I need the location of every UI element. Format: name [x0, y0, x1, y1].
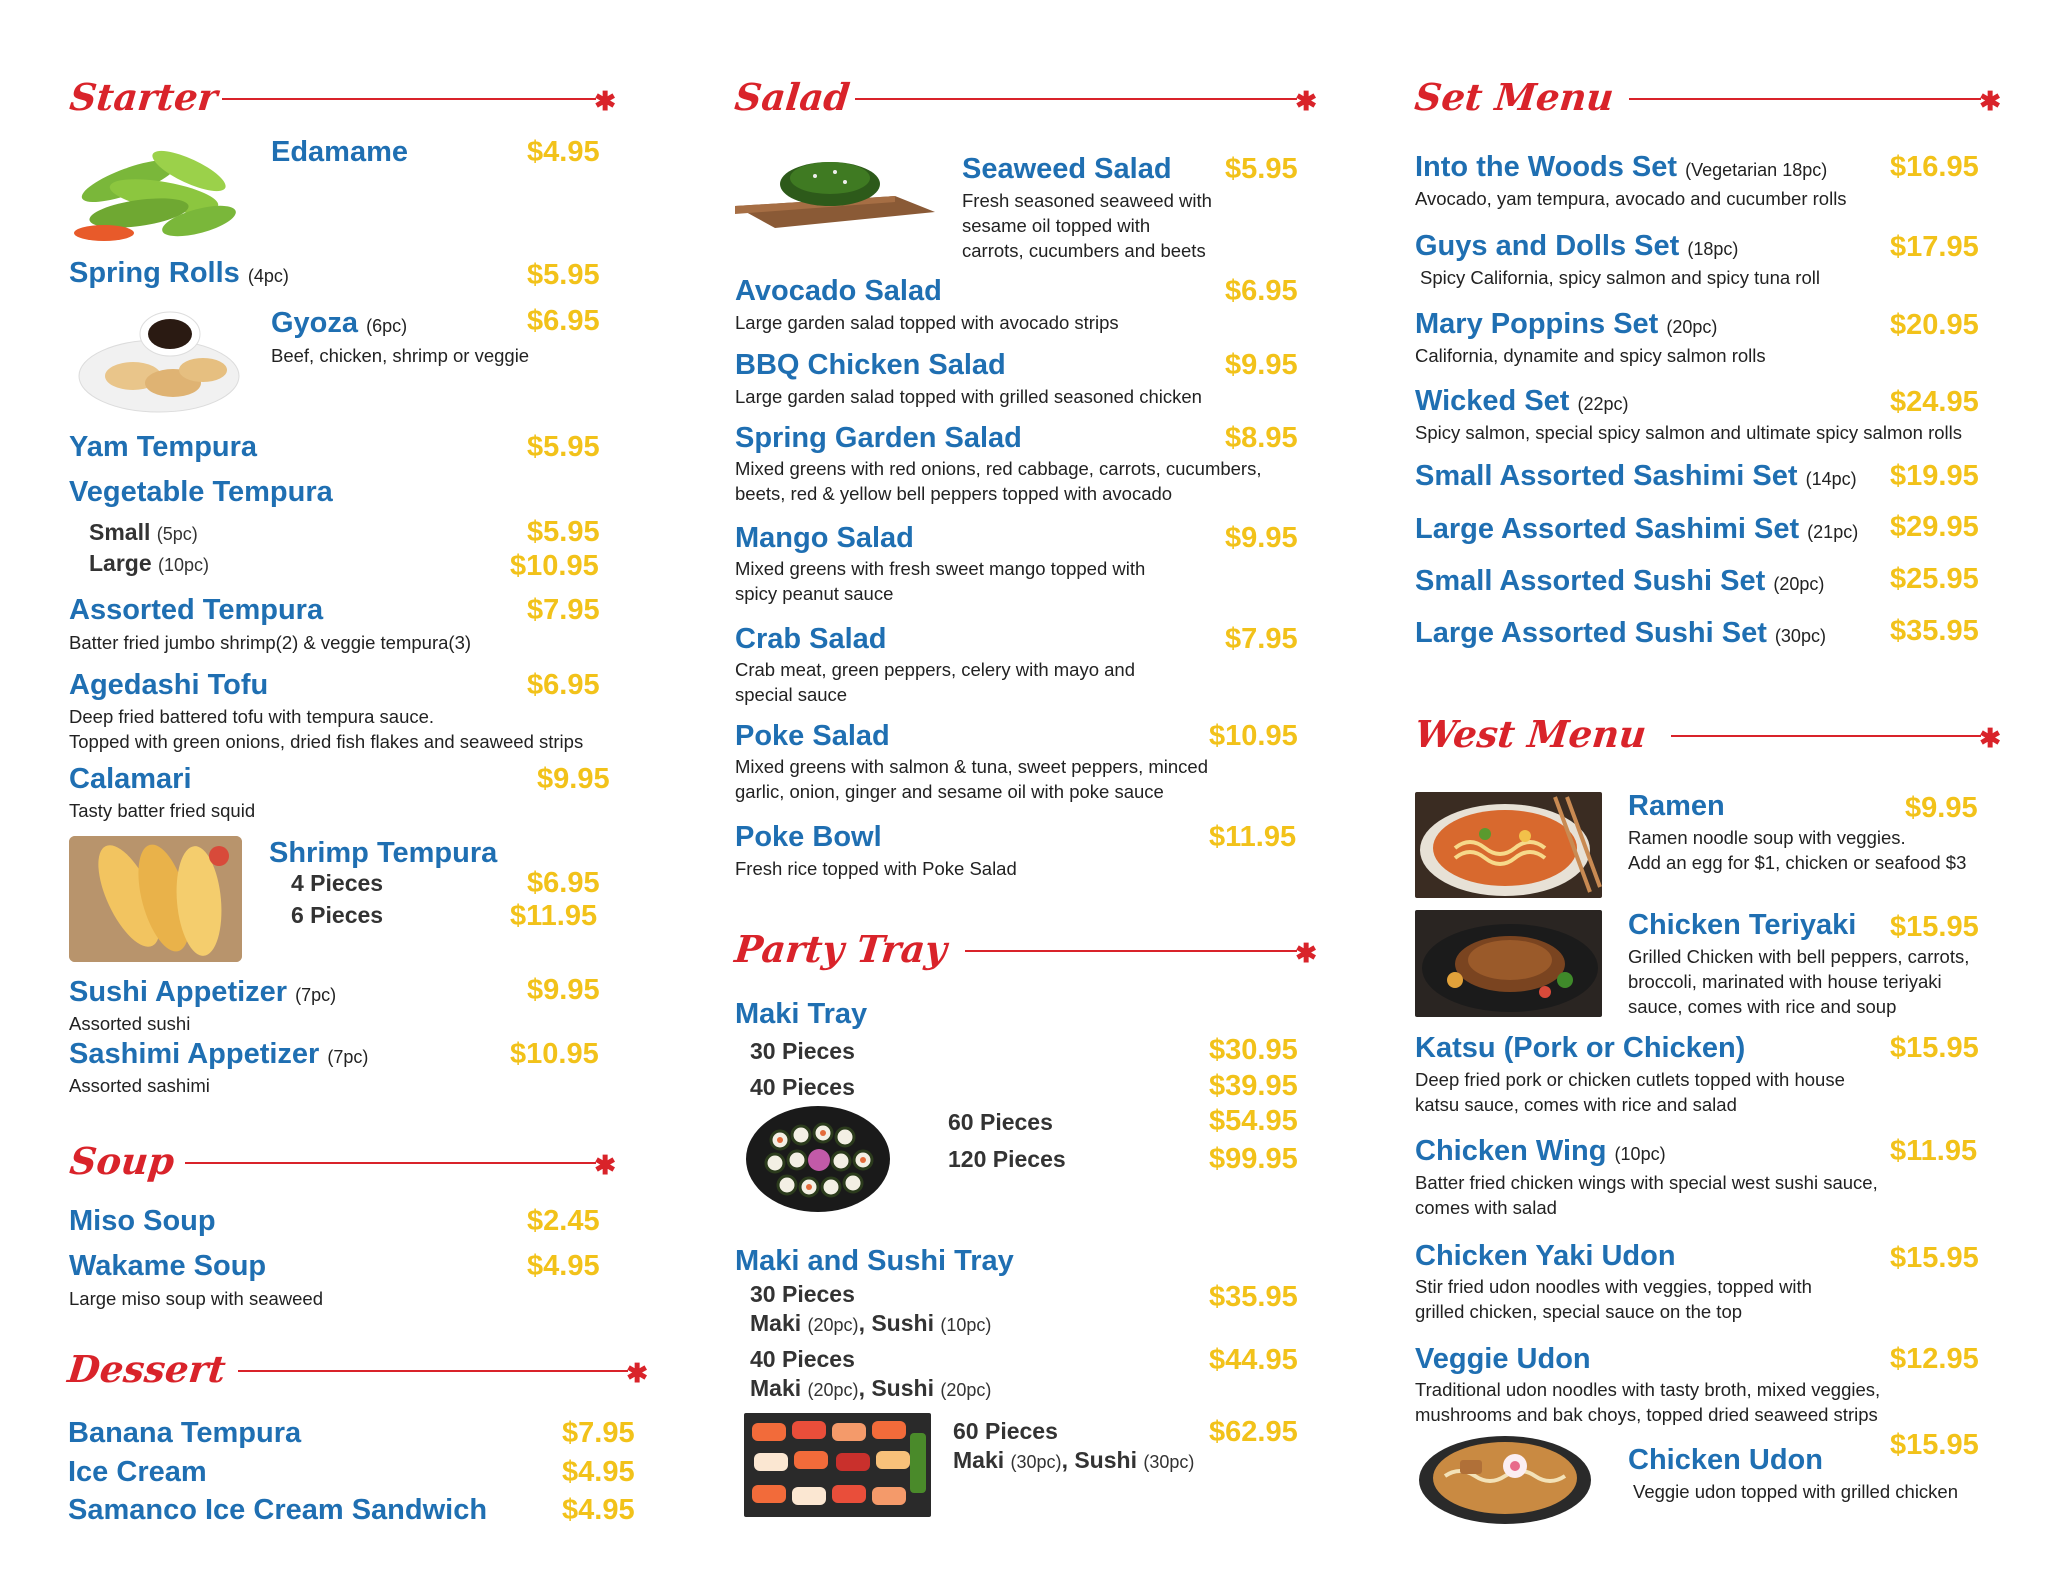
desc-into-the-woods-set: Avocado, yam tempura, avocado and cucumber rolls: [1415, 188, 1847, 209]
price-poke-salad: $10.95: [1209, 720, 1298, 752]
option-6-pieces: 6 Pieces: [291, 902, 384, 928]
item-crab-salad: Crab Salad: [735, 623, 887, 655]
section-divider: [185, 1162, 596, 1164]
desc-bbq-chicken-salad: Large garden salad topped with grilled seasoned chicken: [735, 386, 1202, 407]
section-divider: [965, 950, 1297, 952]
desc-sushi-appetizer: Assorted sushi: [69, 1013, 191, 1034]
price-wakame-soup: $4.95: [527, 1250, 600, 1282]
item-spring-rolls: Spring Rolls (4pc): [69, 257, 289, 289]
desc-wakame-soup: Large miso soup with seaweed: [69, 1288, 324, 1309]
price-spring-rolls: $5.95: [527, 259, 600, 291]
price-small-sushi-set: $25.95: [1890, 563, 1979, 595]
item-chicken-yaki-udon: Chicken Yaki Udon: [1415, 1240, 1676, 1272]
price-maki-30: $30.95: [1209, 1034, 1298, 1066]
sushi-tray-photo: [744, 1413, 931, 1517]
desc-agedashi-tofu: Deep fried battered tofu with tempura sauce. Topped with green onions, dried fish flakes and seaweed strips: [69, 706, 584, 752]
desc-guys-and-dolls-set: Spicy California, spicy salmon and spicy tuna roll: [1420, 267, 1820, 288]
desc-assorted-tempura: Batter fried jumbo shrimp(2) & veggie tempura(3): [69, 632, 472, 653]
desc-chicken-teriyaki: Grilled Chicken with bell peppers, carrots, broccoli, marinated with house teriyaki sauce, comes with rice and soup: [1628, 946, 1970, 1017]
price-small-sashimi-set: $19.95: [1890, 460, 1979, 492]
item-shrimp-tempura: Shrimp Tempura: [269, 837, 498, 869]
item-bbq-chicken-salad: BBQ Chicken Salad: [735, 349, 1006, 381]
section-header-starter: [67, 74, 616, 120]
star-icon: ✱: [1295, 86, 1317, 116]
desc-gyoza: Beef, chicken, shrimp or veggie: [271, 345, 530, 366]
price-katsu: $15.95: [1890, 1032, 1979, 1064]
desc-crab-salad: Crab meat, green peppers, celery with mayo and special sauce: [735, 659, 1136, 705]
chicken-udon-photo: [1415, 1432, 1601, 1527]
option-maki-40: 40 Pieces: [750, 1074, 855, 1100]
option-4-pieces: 4 Pieces: [291, 870, 384, 896]
option-small: Small (5pc): [89, 519, 198, 545]
item-wakame-soup: Wakame Soup: [69, 1250, 267, 1282]
desc-avocado-salad: Large garden salad topped with avocado strips: [735, 312, 1119, 333]
desc-mary-poppins-set: California, dynamite and spicy salmon rolls: [1415, 345, 1766, 366]
price-edamame: $4.95: [527, 136, 600, 168]
detail-ms-40: Maki (20pc), Sushi (20pc): [750, 1375, 992, 1401]
item-veggie-udon: Veggie Udon: [1415, 1343, 1591, 1375]
desc-seaweed-salad: Fresh seasoned seaweed with sesame oil topped with carrots, cucumbers and beets: [962, 190, 1212, 261]
price-maki-60: $54.95: [1209, 1105, 1298, 1137]
price-chicken-yaki-udon: $15.95: [1890, 1242, 1979, 1274]
section-header-set-menu: [1412, 74, 2001, 120]
price-ms-40: $44.95: [1209, 1344, 1298, 1376]
price-sushi-appetizer: $9.95: [527, 974, 600, 1006]
price-maki-120: $99.95: [1209, 1143, 1298, 1175]
price-ramen: $9.95: [1905, 792, 1978, 824]
section-divider: [855, 98, 1297, 100]
desc-calamari: Tasty batter fried squid: [69, 800, 256, 821]
star-icon: ✱: [1979, 723, 2001, 753]
section-header-salad: [732, 74, 1317, 120]
desc-chicken-yaki-udon: Stir fried udon noodles with veggies, topped with grilled chicken, special sauce on the top: [1415, 1276, 1812, 1322]
item-ice-cream: Ice Cream: [68, 1456, 207, 1488]
price-poke-bowl: $11.95: [1209, 821, 1297, 853]
item-mary-poppins-set: Mary Poppins Set (20pc): [1415, 308, 1718, 340]
price-yam-tempura: $5.95: [527, 431, 600, 463]
item-wicked-set: Wicked Set (22pc): [1415, 385, 1629, 417]
section-title-salad: Salad: [732, 75, 852, 119]
item-mango-salad: Mango Salad: [735, 522, 914, 554]
price-gyoza: $6.95: [527, 305, 600, 337]
section-title-party-tray: Party Tray: [732, 927, 949, 971]
item-maki-sushi-tray: Maki and Sushi Tray: [735, 1245, 1014, 1277]
item-large-sushi-set: Large Assorted Sushi Set (30pc): [1415, 617, 1826, 649]
price-large-sushi-set: $35.95: [1890, 615, 1979, 647]
price-calamari: $9.95: [537, 763, 610, 795]
price-wicked-set: $24.95: [1890, 386, 1979, 418]
section-header-soup: [67, 1138, 616, 1184]
desc-ramen: Ramen noodle soup with veggies. Add an egg for $1, chicken or seafood $3: [1628, 827, 1967, 873]
item-spring-garden-salad: Spring Garden Salad: [735, 422, 1022, 454]
price-bbq-chicken-salad: $9.95: [1225, 349, 1298, 381]
desc-chicken-wing: Batter fried chicken wings with special west sushi sauce, comes with salad: [1415, 1172, 1878, 1218]
section-title-west-menu: West Menu: [1412, 712, 1649, 756]
item-maki-tray: Maki Tray: [735, 998, 868, 1030]
desc-sashimi-appetizer: Assorted sashimi: [69, 1075, 210, 1096]
desc-katsu: Deep fried pork or chicken cutlets topped with house katsu sauce, comes with rice and salad: [1415, 1069, 1845, 1115]
desc-wicked-set: Spicy salmon, special spicy salmon and ultimate spicy salmon rolls: [1415, 422, 1962, 443]
item-banana-tempura: Banana Tempura: [68, 1417, 302, 1449]
gyoza-photo: [78, 298, 240, 414]
star-icon: ✱: [594, 86, 616, 116]
desc-poke-salad: Mixed greens with salmon & tuna, sweet peppers, minced garlic, onion, ginger and sesame oil with poke sauce: [735, 756, 1209, 802]
price-crab-salad: $7.95: [1225, 623, 1298, 655]
item-ice-cream-sandwich: Samanco Ice Cream Sandwich: [68, 1494, 488, 1526]
item-chicken-wing: Chicken Wing (10pc): [1415, 1135, 1666, 1167]
item-agedashi-tofu: Agedashi Tofu: [69, 669, 269, 701]
option-large: Large (10pc): [89, 550, 210, 576]
price-vegetable-large: $10.95: [510, 550, 599, 582]
item-sashimi-appetizer: Sashimi Appetizer (7pc): [69, 1038, 369, 1070]
price-maki-40: $39.95: [1209, 1070, 1298, 1102]
star-icon: ✱: [594, 1150, 616, 1180]
shrimp-tempura-photo: [69, 836, 242, 962]
section-title-dessert: Dessert: [65, 1347, 228, 1391]
item-gyoza: Gyoza (6pc): [271, 307, 408, 339]
price-shrimp-4: $6.95: [527, 867, 600, 899]
star-icon: ✱: [626, 1358, 648, 1388]
item-vegetable-tempura: Vegetable Tempura: [69, 476, 333, 508]
option-ms-60: 60 Pieces: [953, 1418, 1058, 1444]
option-ms-40: 40 Pieces: [750, 1346, 855, 1372]
item-miso-soup: Miso Soup: [69, 1205, 216, 1237]
item-edamame: Edamame: [271, 136, 409, 168]
section-header-dessert: [65, 1346, 648, 1392]
item-small-sushi-set: Small Assorted Sushi Set (20pc): [1415, 565, 1825, 597]
item-katsu: Katsu (Pork or Chicken): [1415, 1032, 1746, 1064]
item-small-sashimi-set: Small Assorted Sashimi Set (14pc): [1415, 460, 1857, 492]
price-mary-poppins-set: $20.95: [1890, 309, 1979, 341]
option-ms-30: 30 Pieces: [750, 1281, 855, 1307]
price-seaweed-salad: $5.95: [1225, 153, 1298, 185]
section-divider: [222, 98, 596, 100]
section-divider: [1629, 98, 1981, 100]
price-avocado-salad: $6.95: [1225, 275, 1298, 307]
item-avocado-salad: Avocado Salad: [735, 275, 942, 307]
price-shrimp-6: $11.95: [510, 900, 598, 932]
maki-tray-photo: [745, 1105, 891, 1213]
item-chicken-udon: Chicken Udon: [1628, 1444, 1823, 1476]
price-mango-salad: $9.95: [1225, 522, 1298, 554]
option-maki-30: 30 Pieces: [750, 1038, 855, 1064]
edamame-photo: [69, 141, 242, 246]
desc-veggie-udon: Traditional udon noodles with tasty broth, mixed veggies, mushrooms and bak choys, topped dried seaweed strips: [1415, 1379, 1881, 1425]
section-header-party-tray: [732, 926, 1317, 972]
price-chicken-teriyaki: $15.95: [1890, 911, 1979, 943]
item-sushi-appetizer: Sushi Appetizer (7pc): [69, 976, 337, 1008]
price-spring-garden-salad: $8.95: [1225, 422, 1298, 454]
price-ice-cream: $4.95: [562, 1456, 635, 1488]
desc-spring-garden-salad: Mixed greens with red onions, red cabbage, carrots, cucumbers, beets, red & yellow bell peppers topped with avocado: [735, 458, 1262, 504]
item-ramen: Ramen: [1628, 790, 1725, 822]
section-divider: [238, 1370, 628, 1372]
item-into-the-woods-set: Into the Woods Set (Vegetarian 18pc): [1415, 151, 1828, 183]
price-chicken-wing: $11.95: [1890, 1135, 1978, 1167]
star-icon: ✱: [1295, 938, 1317, 968]
price-into-the-woods-set: $16.95: [1890, 151, 1979, 183]
item-yam-tempura: Yam Tempura: [69, 431, 258, 463]
price-agedashi-tofu: $6.95: [527, 669, 600, 701]
price-large-sashimi-set: $29.95: [1890, 511, 1979, 543]
item-poke-salad: Poke Salad: [735, 720, 890, 752]
option-maki-120: 120 Pieces: [948, 1146, 1066, 1172]
seaweed-salad-photo: [735, 136, 935, 234]
detail-ms-60: Maki (30pc), Sushi (30pc): [953, 1447, 1195, 1473]
detail-ms-30: Maki (20pc), Sushi (10pc): [750, 1310, 992, 1336]
option-maki-60: 60 Pieces: [948, 1109, 1053, 1135]
item-chicken-teriyaki: Chicken Teriyaki: [1628, 909, 1857, 941]
item-large-sashimi-set: Large Assorted Sashimi Set (21pc): [1415, 513, 1859, 545]
item-poke-bowl: Poke Bowl: [735, 821, 882, 853]
chicken-teriyaki-photo: [1415, 910, 1602, 1017]
price-banana-tempura: $7.95: [562, 1417, 635, 1449]
price-assorted-tempura: $7.95: [527, 594, 600, 626]
item-assorted-tempura: Assorted Tempura: [69, 594, 324, 626]
desc-mango-salad: Mixed greens with fresh sweet mango topped with spicy peanut sauce: [735, 558, 1146, 604]
price-ms-60: $62.95: [1209, 1416, 1298, 1448]
desc-poke-bowl: Fresh rice topped with Poke Salad: [735, 858, 1017, 879]
item-guys-and-dolls-set: Guys and Dolls Set (18pc): [1415, 230, 1739, 262]
price-chicken-udon: $15.95: [1890, 1429, 1979, 1461]
desc-chicken-udon: Veggie udon topped with grilled chicken: [1633, 1481, 1959, 1502]
item-seaweed-salad: Seaweed Salad: [962, 153, 1172, 185]
section-header-west-menu: [1412, 711, 2001, 757]
section-title-set-menu: Set Menu: [1412, 75, 1616, 119]
section-divider: [1671, 735, 1981, 737]
price-veggie-udon: $12.95: [1890, 1343, 1979, 1375]
price-ice-cream-sandwich: $4.95: [562, 1494, 635, 1526]
price-miso-soup: $2.45: [527, 1205, 600, 1237]
section-title-starter: Starter: [67, 75, 220, 119]
price-ms-30: $35.95: [1209, 1281, 1298, 1313]
price-vegetable-small: $5.95: [527, 516, 600, 548]
price-sashimi-appetizer: $10.95: [510, 1038, 599, 1070]
price-guys-and-dolls-set: $17.95: [1890, 231, 1979, 263]
item-calamari: Calamari: [69, 763, 192, 795]
ramen-photo: [1415, 792, 1602, 898]
star-icon: ✱: [1979, 86, 2001, 116]
section-title-soup: Soup: [67, 1139, 177, 1183]
